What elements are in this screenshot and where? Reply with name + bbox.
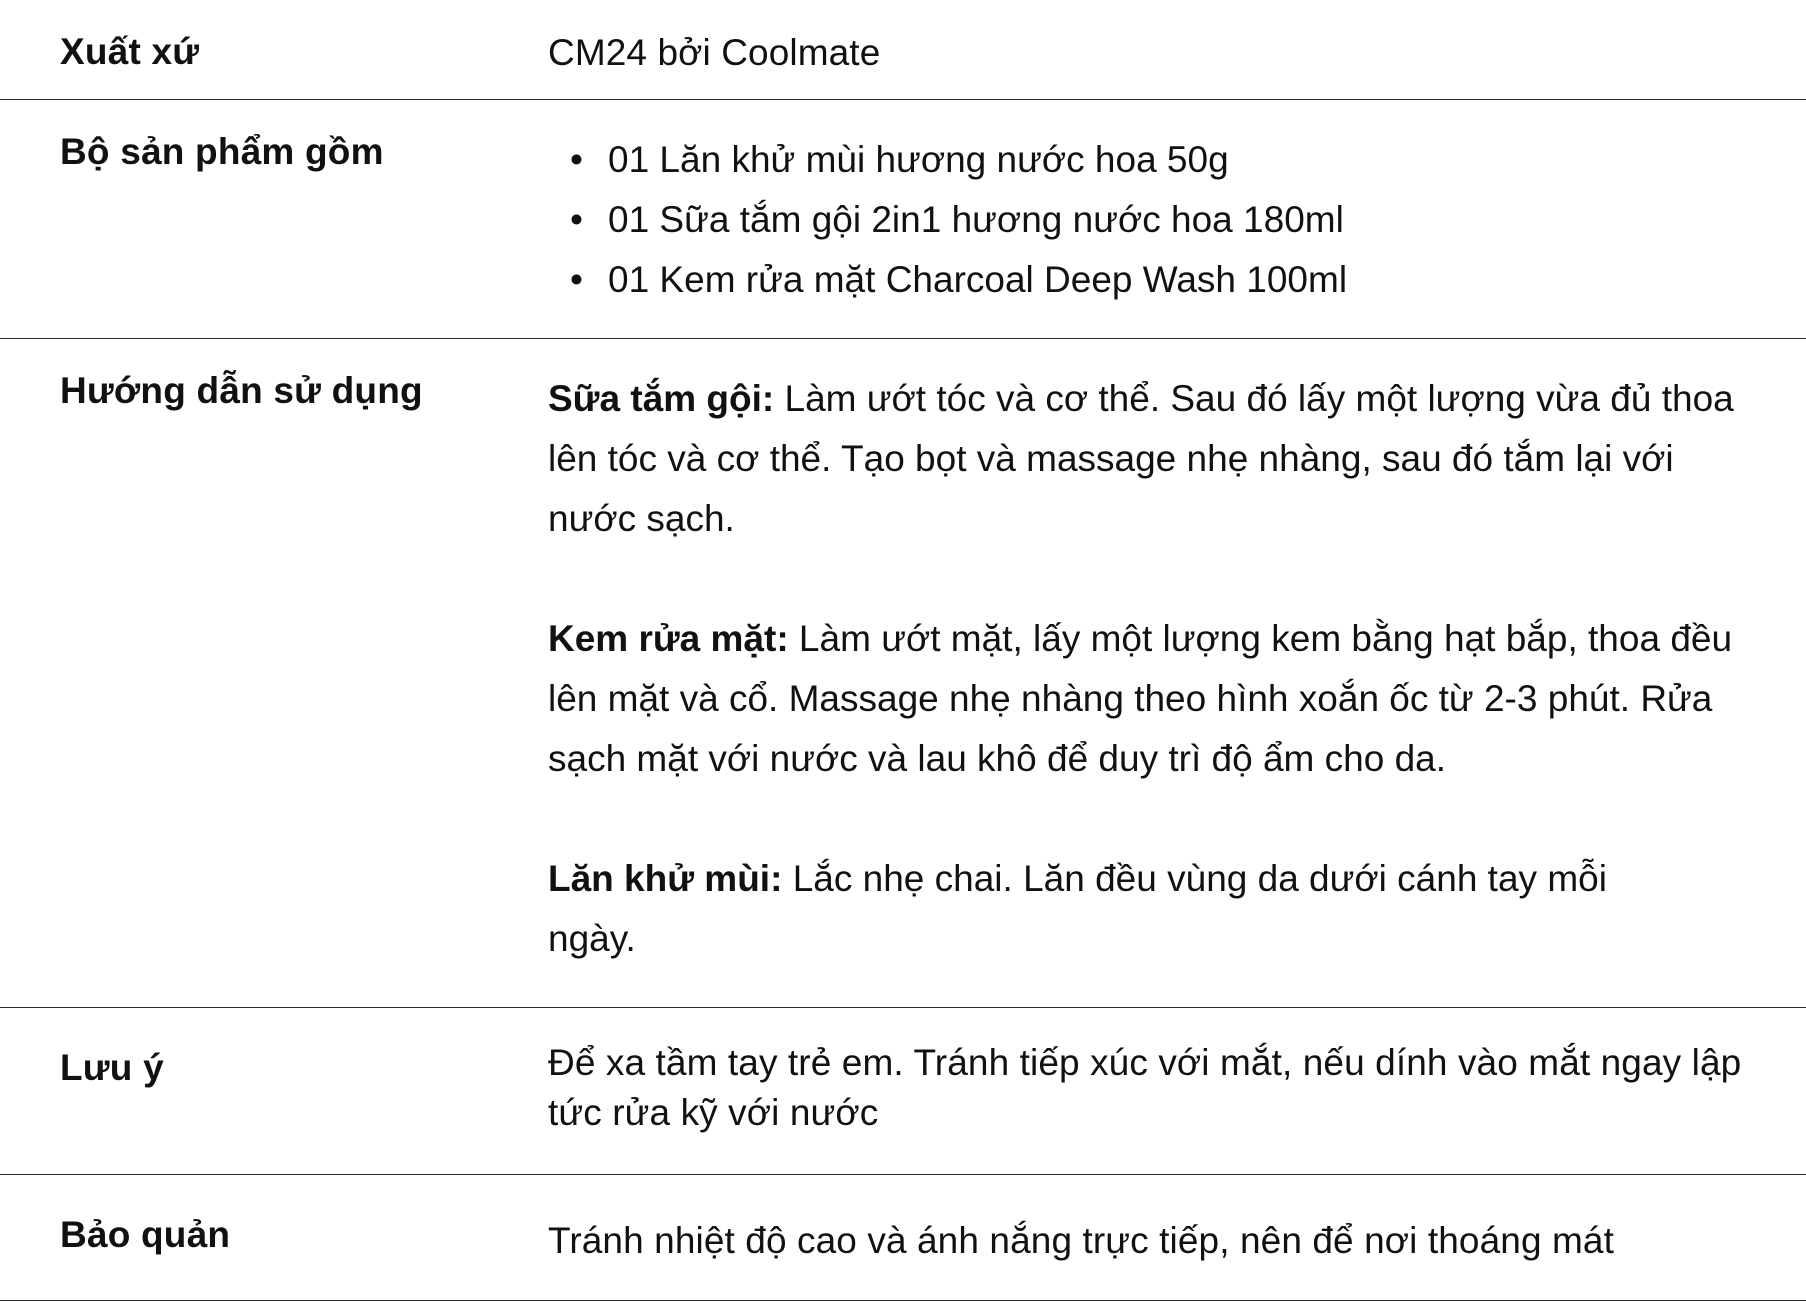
spec-row-origin [0, 0, 1806, 100]
usage-label: Hướng dẫn sử dụng [60, 370, 423, 411]
usage-deodorant-text: Lắc nhẹ chai. Lăn đều vùng da dưới cánh tay mỗi ngày. [548, 858, 1607, 959]
kit-item-text: 01 Lăn khử mùi hương nước hoa 50g [608, 139, 1229, 180]
note-value: Để xa tầm tay trẻ em. Tránh tiếp xúc với mắt, nếu dính vào mắt ngay lập tức rửa kỹ với nước [548, 1042, 1742, 1133]
storage-label: Bảo quản [60, 1214, 231, 1255]
usage-shower-gel [548, 369, 1768, 549]
spec-row-storage [0, 1175, 1806, 1301]
usage-shower-gel-title: Sữa tắm gội: [548, 378, 775, 419]
usage-deodorant [548, 849, 1608, 969]
bullet-icon: • [570, 199, 583, 240]
spec-row-usage [0, 339, 1806, 1008]
kit-contents-label: Bộ sản phẩm gồm [60, 131, 384, 172]
usage-shower-gel-text: Làm ướt tóc và cơ thể. Sau đó lấy một lượng vừa đủ thoa lên tóc và cơ thể. Tạo bọt và massage nhẹ nhàng, sau đó tắm lại với nước sạch. [548, 378, 1734, 539]
kit-item-text: 01 Sữa tắm gội 2in1 hương nước hoa 180ml [608, 199, 1344, 240]
spec-row-kit-contents [0, 100, 1806, 339]
list-item [548, 190, 1347, 250]
usage-face-wash-text: Làm ướt mặt, lấy một lượng kem bằng hạt bắp, thoa đều lên mặt và cổ. Massage nhẹ nhàng theo hình xoắn ốc từ 2-3 phút. Rửa sạch mặt với nước và lau khô để duy trì độ ẩm cho da. [548, 618, 1733, 779]
bullet-icon: • [570, 259, 583, 300]
kit-item-text: 01 Kem rửa mặt Charcoal Deep Wash 100ml [608, 259, 1348, 300]
usage-face-wash [548, 609, 1768, 789]
list-item [548, 130, 1347, 190]
origin-value: CM24 bởi Coolmate [548, 32, 881, 73]
bullet-icon: • [570, 139, 583, 180]
origin-label: Xuất xứ [60, 31, 200, 72]
spec-row-note [0, 1008, 1806, 1175]
usage-face-wash-title: Kem rửa mặt: [548, 618, 789, 659]
note-label: Lưu ý [60, 1047, 164, 1088]
usage-deodorant-title: Lăn khử mùi: [548, 858, 783, 899]
storage-value: Tránh nhiệt độ cao và ánh nắng trực tiếp, nên để nơi thoáng mát [548, 1220, 1614, 1261]
list-item [548, 250, 1347, 310]
kit-contents-list [548, 130, 1347, 310]
